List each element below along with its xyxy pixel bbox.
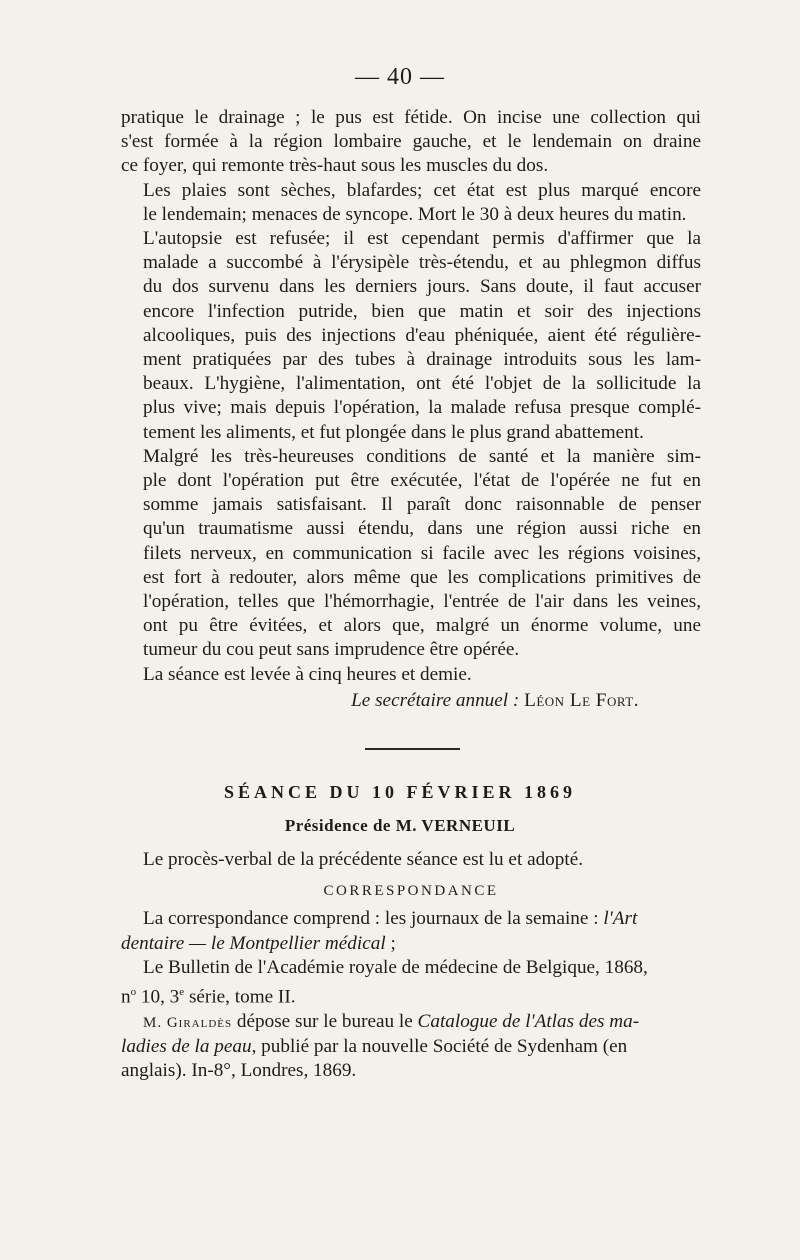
text-line: le lendemain; menaces de syncope. Mort le 30 à deux heures du matin.: [143, 203, 687, 225]
text-line: ont pu être évitées, et alors que, malgré un énorme volume, une: [143, 615, 701, 637]
paragraph-1: [121, 106, 701, 179]
session-body: [121, 848, 701, 1083]
text-line: pratique le drainage ; le pus est fétide. On incise une collection qui: [121, 107, 701, 128]
text-line: malade a succombé à l'érysipèle très-étendu, et au phlegmon diffus: [143, 252, 701, 274]
superscript: e: [179, 986, 185, 999]
superscript: o: [130, 986, 137, 999]
paragraph-4: [121, 445, 701, 663]
correspondence-heading: CORRESPONDANCE: [323, 883, 499, 900]
minutes-line: Le procès-verbal de la précédente séance est lu et adopté.: [143, 849, 584, 870]
closing-line: La séance est levée à cinq heures et demie.: [143, 663, 472, 685]
text-line: L'autopsie est refusée; il est cependant permis d'affirmer que la: [143, 228, 701, 250]
text-line: plus vive; mais depuis l'opération, la malade refusa presque complé-: [143, 397, 701, 419]
text-line: ce foyer, qui remonte très-haut sous les muscles du dos.: [121, 155, 549, 177]
text-line: ment pratiquées par des tubes à drainage introduits sous les lam-: [143, 349, 701, 371]
signature-name: Léon Le Fort.: [524, 689, 639, 711]
text-run: 10, 3: [136, 986, 180, 1008]
text-run: série, tome II.: [184, 986, 296, 1008]
italic-title: ladies de la peau: [121, 1035, 252, 1057]
text-run: n: [121, 986, 131, 1008]
signature: [121, 689, 701, 713]
text-line: encore l'infection putride, bien que matin et soir des injections: [143, 300, 701, 322]
text-run: anglais). In-8°, Londres, 1869.: [121, 1060, 357, 1082]
presidency-line: Présidence de M. VERNEUIL: [284, 816, 516, 835]
italic-title: Catalogue de l'Atlas des ma-: [417, 1010, 640, 1032]
text-run: ;: [385, 932, 396, 954]
paragraph-2: [121, 179, 701, 227]
text-line: tement les aliments, et fut plongée dans le plus grand abattement.: [143, 421, 644, 443]
text-run: La correspondance comprend : les journaux de la semaine :: [143, 908, 604, 930]
correspondence-item-1: [121, 907, 701, 955]
text-line: Les plaies sont sèches, blafardes; cet état est plus marqué encore: [143, 179, 701, 201]
text-line: du dos survenu dans les derniers jours. Sans doute, il faut accuser: [143, 276, 701, 298]
text-line: qu'un traumatisme aussi étendu, dans une région aussi riche en: [143, 518, 701, 540]
italic-title: l'Art: [603, 908, 638, 930]
text-line: est fort à redouter, alors même que les complications primitives de: [143, 566, 701, 588]
paragraph-3: [121, 227, 701, 445]
correspondence-item-2: [121, 956, 701, 1010]
text-line: l'opération, telles que l'hémorrhagie, l'entrée de l'air dans les veines,: [143, 591, 701, 613]
section-divider: [365, 748, 460, 750]
text-line: alcooliques, puis des injections d'eau phéniquée, aient été régulière-: [143, 324, 701, 346]
text-line: beaux. L'hygiène, l'alimentation, ont été l'objet de la sollicitude la: [143, 373, 701, 395]
member-name: M. Giraldès: [143, 1014, 233, 1031]
text-line: tumeur du cou peut sans imprudence être opérée.: [143, 639, 520, 661]
text-run: Le Bulletin de l'Académie royale de médecine de Belgique, 1868,: [143, 956, 648, 978]
italic-title: dentaire — le Montpellier médical: [121, 932, 386, 954]
correspondence-item-3: [121, 1010, 701, 1084]
body-text: [121, 106, 701, 713]
page-number: — 40 —: [355, 64, 445, 90]
text-line: Malgré les très-heureuses conditions de santé et la manière sim-: [143, 445, 701, 467]
text-line: s'est formée à la région lombaire gauche, et le lendemain on draine: [121, 131, 701, 153]
text-line: ple dont l'opération put être exécutée, l'état de l'opérée ne fut en: [143, 470, 701, 492]
text-run: dépose sur le bureau le: [232, 1010, 418, 1032]
text-line: somme jamais satisfaisant. Il paraît donc raisonnable de penser: [143, 494, 701, 516]
session-title: SÉANCE DU 10 FÉVRIER 1869: [223, 782, 577, 802]
signature-role: Le secrétaire annuel :: [351, 689, 520, 711]
text-run: , publié par la nouvelle Société de Sydenham (en: [251, 1035, 628, 1057]
text-line: filets nerveux, en communication si facile avec les régions voisines,: [143, 542, 701, 564]
